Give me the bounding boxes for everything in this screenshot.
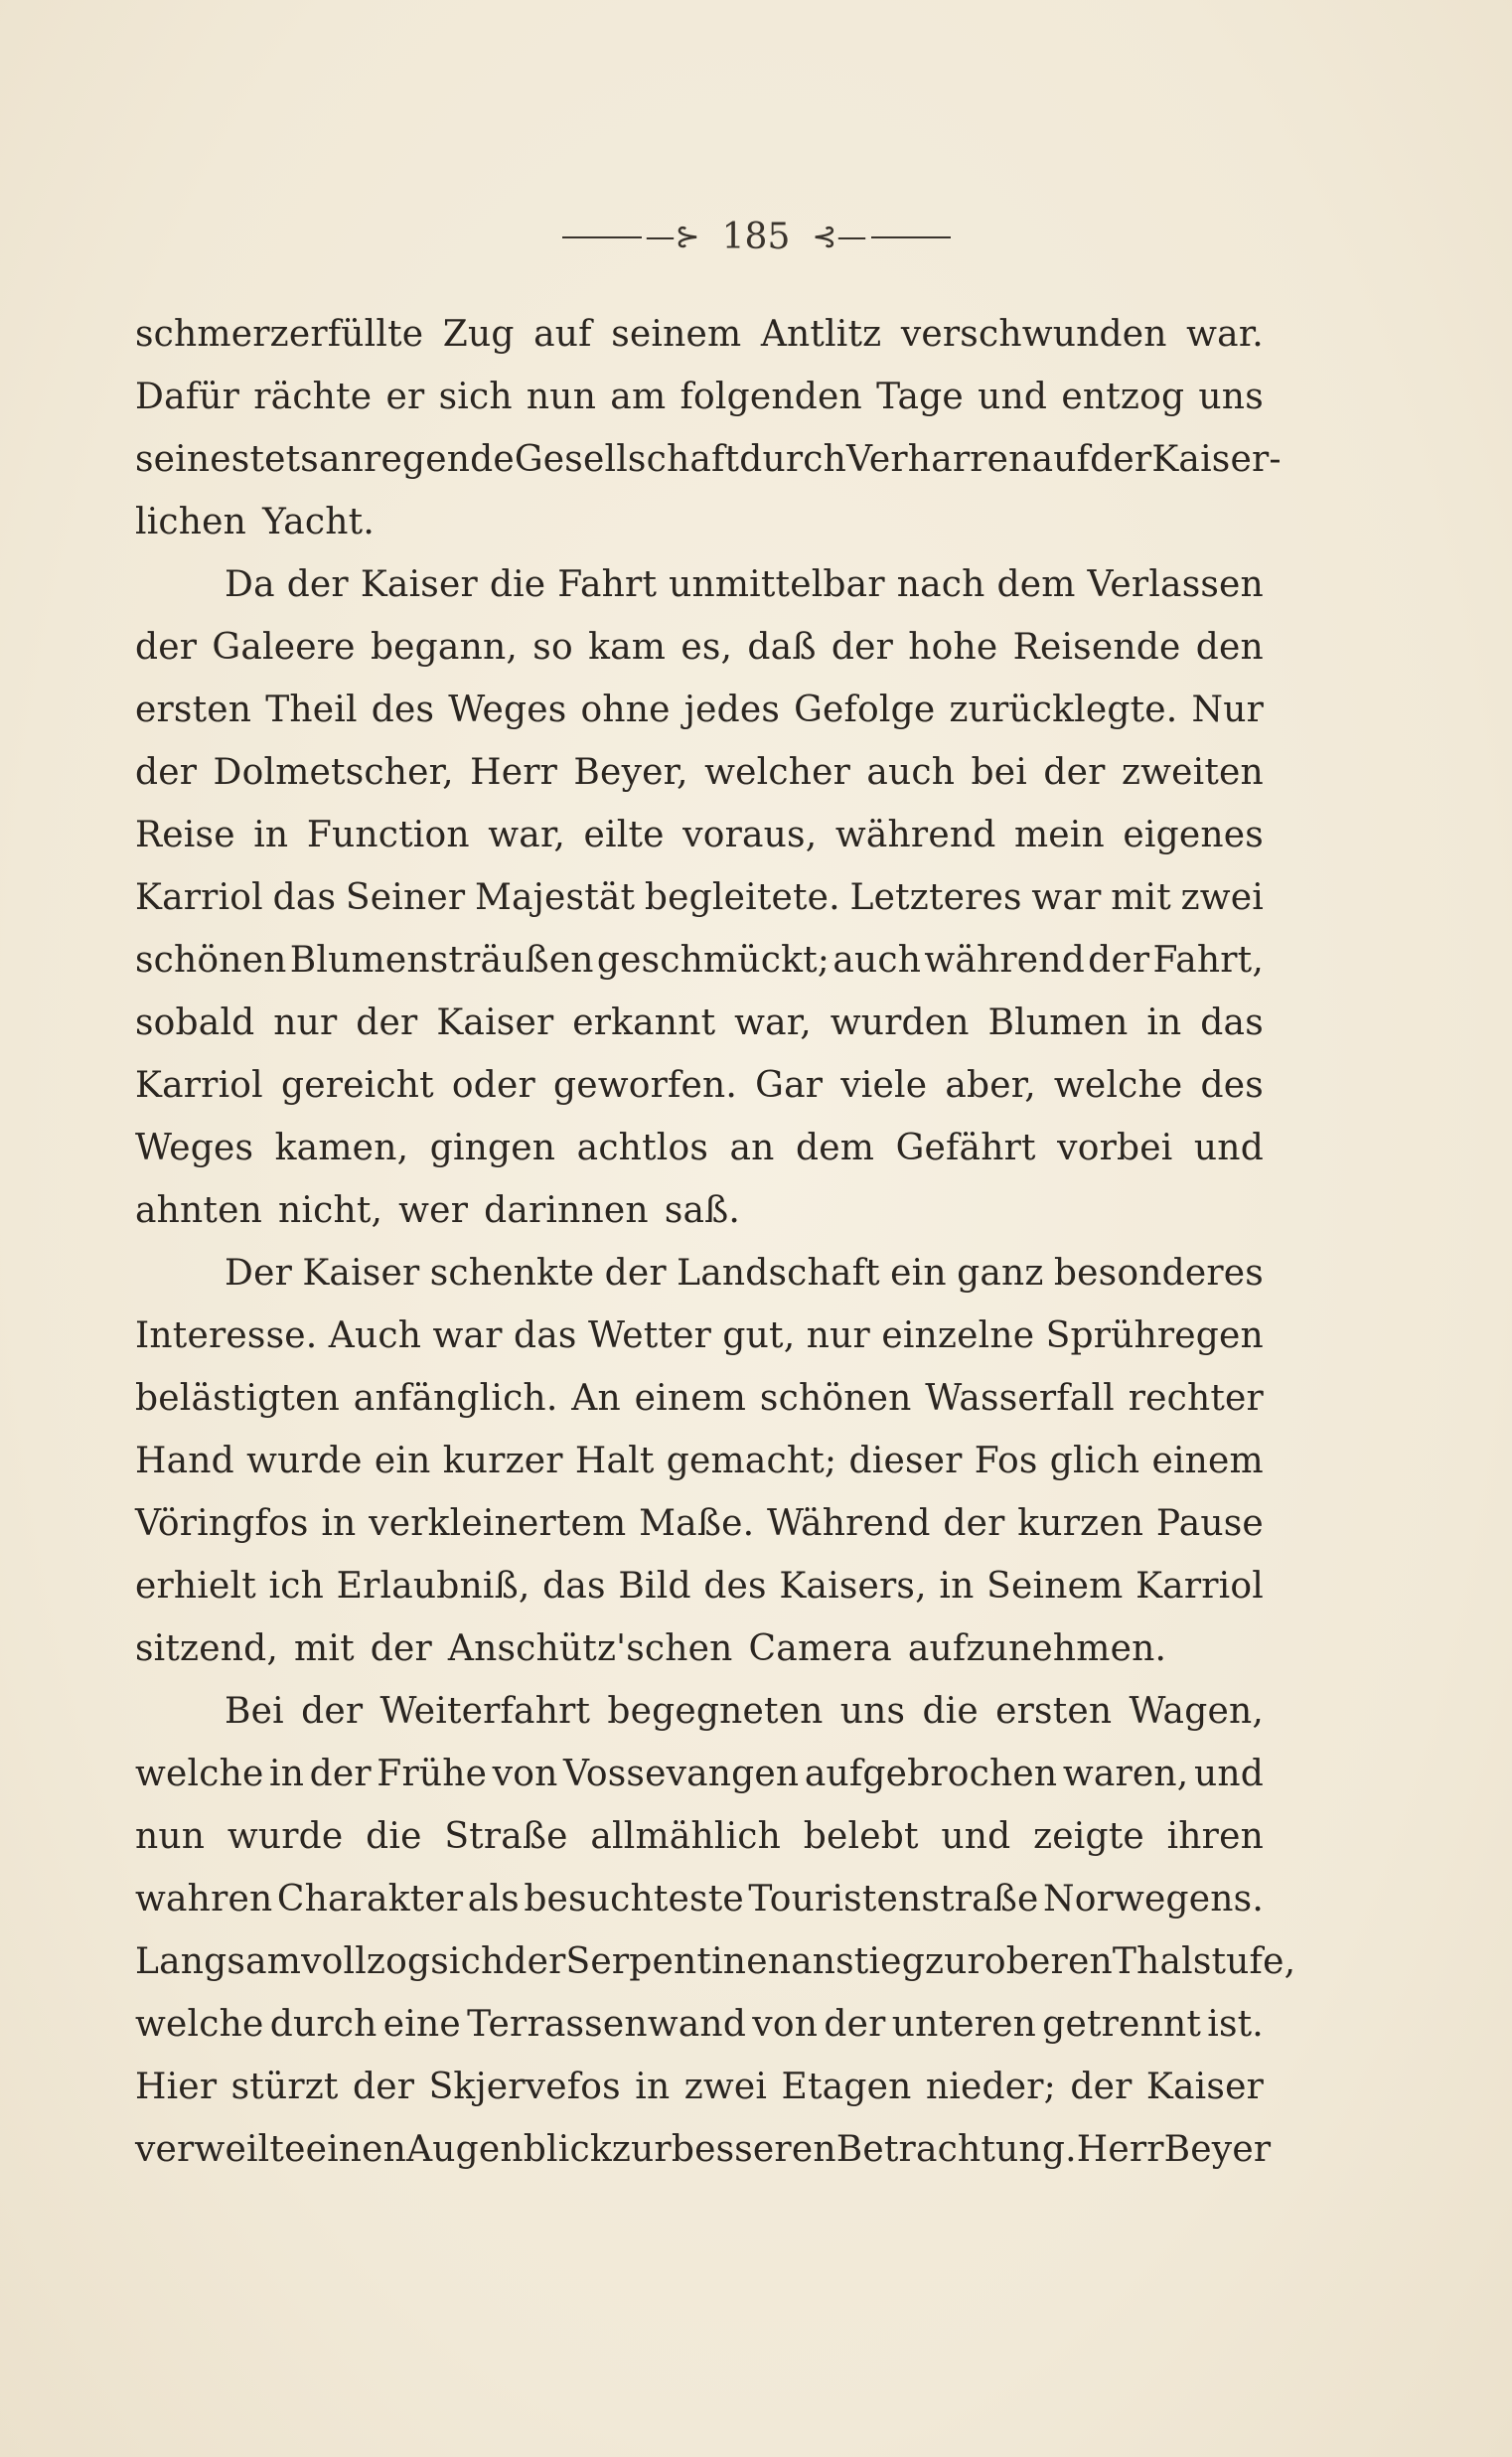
text-line: schmerzerfüllte Zug auf seinem Antlitz verschwunden war. — [135, 314, 1264, 355]
text-line: der Dolmetscher, Herr Beyer, welcher auch bei der zweiten — [135, 752, 1264, 793]
right-ornament-glyph: ⊰— — [812, 219, 867, 254]
text-line: lichen Yacht. — [135, 502, 375, 542]
text-line: verweilte einen Augenblick zur besseren Betrachtung. Herr Beyer — [135, 2129, 1272, 2170]
text-line: Dafür rächte er sich nun am folgenden Tage und entzog uns — [135, 377, 1264, 417]
text-line: wahren Charakter als besuchteste Touristenstraße Norwegens. — [135, 1879, 1264, 1920]
text-line: seine stets anregende Gesellschaft durch Verharren auf der Kaiser- — [135, 439, 1282, 480]
text-line: Der Kaiser schenkte der Landschaft ein ganz besonderes — [225, 1253, 1264, 1294]
text-line: der Galeere begann, so kam es, daß der hohe Reisende den — [135, 627, 1264, 668]
text-line: schönen Blumensträußen geschmückt; auch während der Fahrt, — [135, 940, 1264, 981]
text-line: welche in der Frühe von Vossevangen aufgebrochen waren, und — [135, 1754, 1264, 1794]
text-line: Interesse. Auch war das Wetter gut, nur einzelne Sprühregen — [135, 1315, 1264, 1356]
text-line: Karriol gereicht oder geworfen. Gar viele aber, welche des — [135, 1065, 1264, 1106]
text-line: ersten Theil des Weges ohne jedes Gefolge zurücklegte. Nur — [135, 690, 1264, 730]
text-line: sitzend, mit der Anschütz'schen Camera aufzunehmen. — [135, 1628, 1167, 1669]
text-line: Langsam vollzog sich der Serpentinenanstieg zur oberen Thalstufe, — [135, 1941, 1296, 1982]
text-line: belästigten anfänglich. An einem schönen Wasserfall rechter — [135, 1378, 1264, 1419]
body-text — [135, 303, 1296, 2181]
right-ornament — [808, 219, 950, 254]
text-line: Karriol das Seiner Majestät begleitete. Letzteres war mit zwei — [135, 877, 1264, 918]
text-line: nun wurde die Straße allmählich belebt und zeigte ihren — [135, 1816, 1264, 1857]
right-ornament-rule — [871, 236, 951, 238]
text-line: Hand wurde ein kurzer Halt gemacht; dieser Fos glich einem — [135, 1441, 1264, 1481]
text-line: Weges kamen, gingen achtlos an dem Gefährt vorbei und — [135, 1128, 1264, 1168]
text-line: sobald nur der Kaiser erkannt war, wurden Blumen in das — [135, 1002, 1264, 1043]
text-line: Hier stürzt der Skjervefos in zwei Etagen nieder; der Kaiser — [135, 2067, 1264, 2107]
left-ornament-rule — [562, 236, 642, 238]
text-line: ahnten nicht, wer darinnen saß. — [135, 1190, 741, 1231]
text-line: Da der Kaiser die Fahrt unmittelbar nach dem Verlassen — [225, 564, 1264, 605]
text-line: Vöringfos in verkleinertem Maße. Während der kurzen Pause — [135, 1503, 1264, 1544]
left-ornament-glyph: —⊱ — [645, 219, 700, 254]
page-header — [0, 217, 1512, 257]
text-line: welche durch eine Terrassenwand von der unteren getrennt ist. — [135, 2004, 1264, 2045]
text-line: erhielt ich Erlaubniß, das Bild des Kaisers, in Seinem Karriol — [135, 1566, 1264, 1607]
page-number: 185 — [721, 217, 791, 257]
left-ornament — [562, 219, 704, 254]
text-line: Bei der Weiterfahrt begegneten uns die ersten Wagen, — [225, 1691, 1264, 1732]
text-line: Reise in Function war, eilte voraus, während mein eigenes — [135, 815, 1264, 855]
